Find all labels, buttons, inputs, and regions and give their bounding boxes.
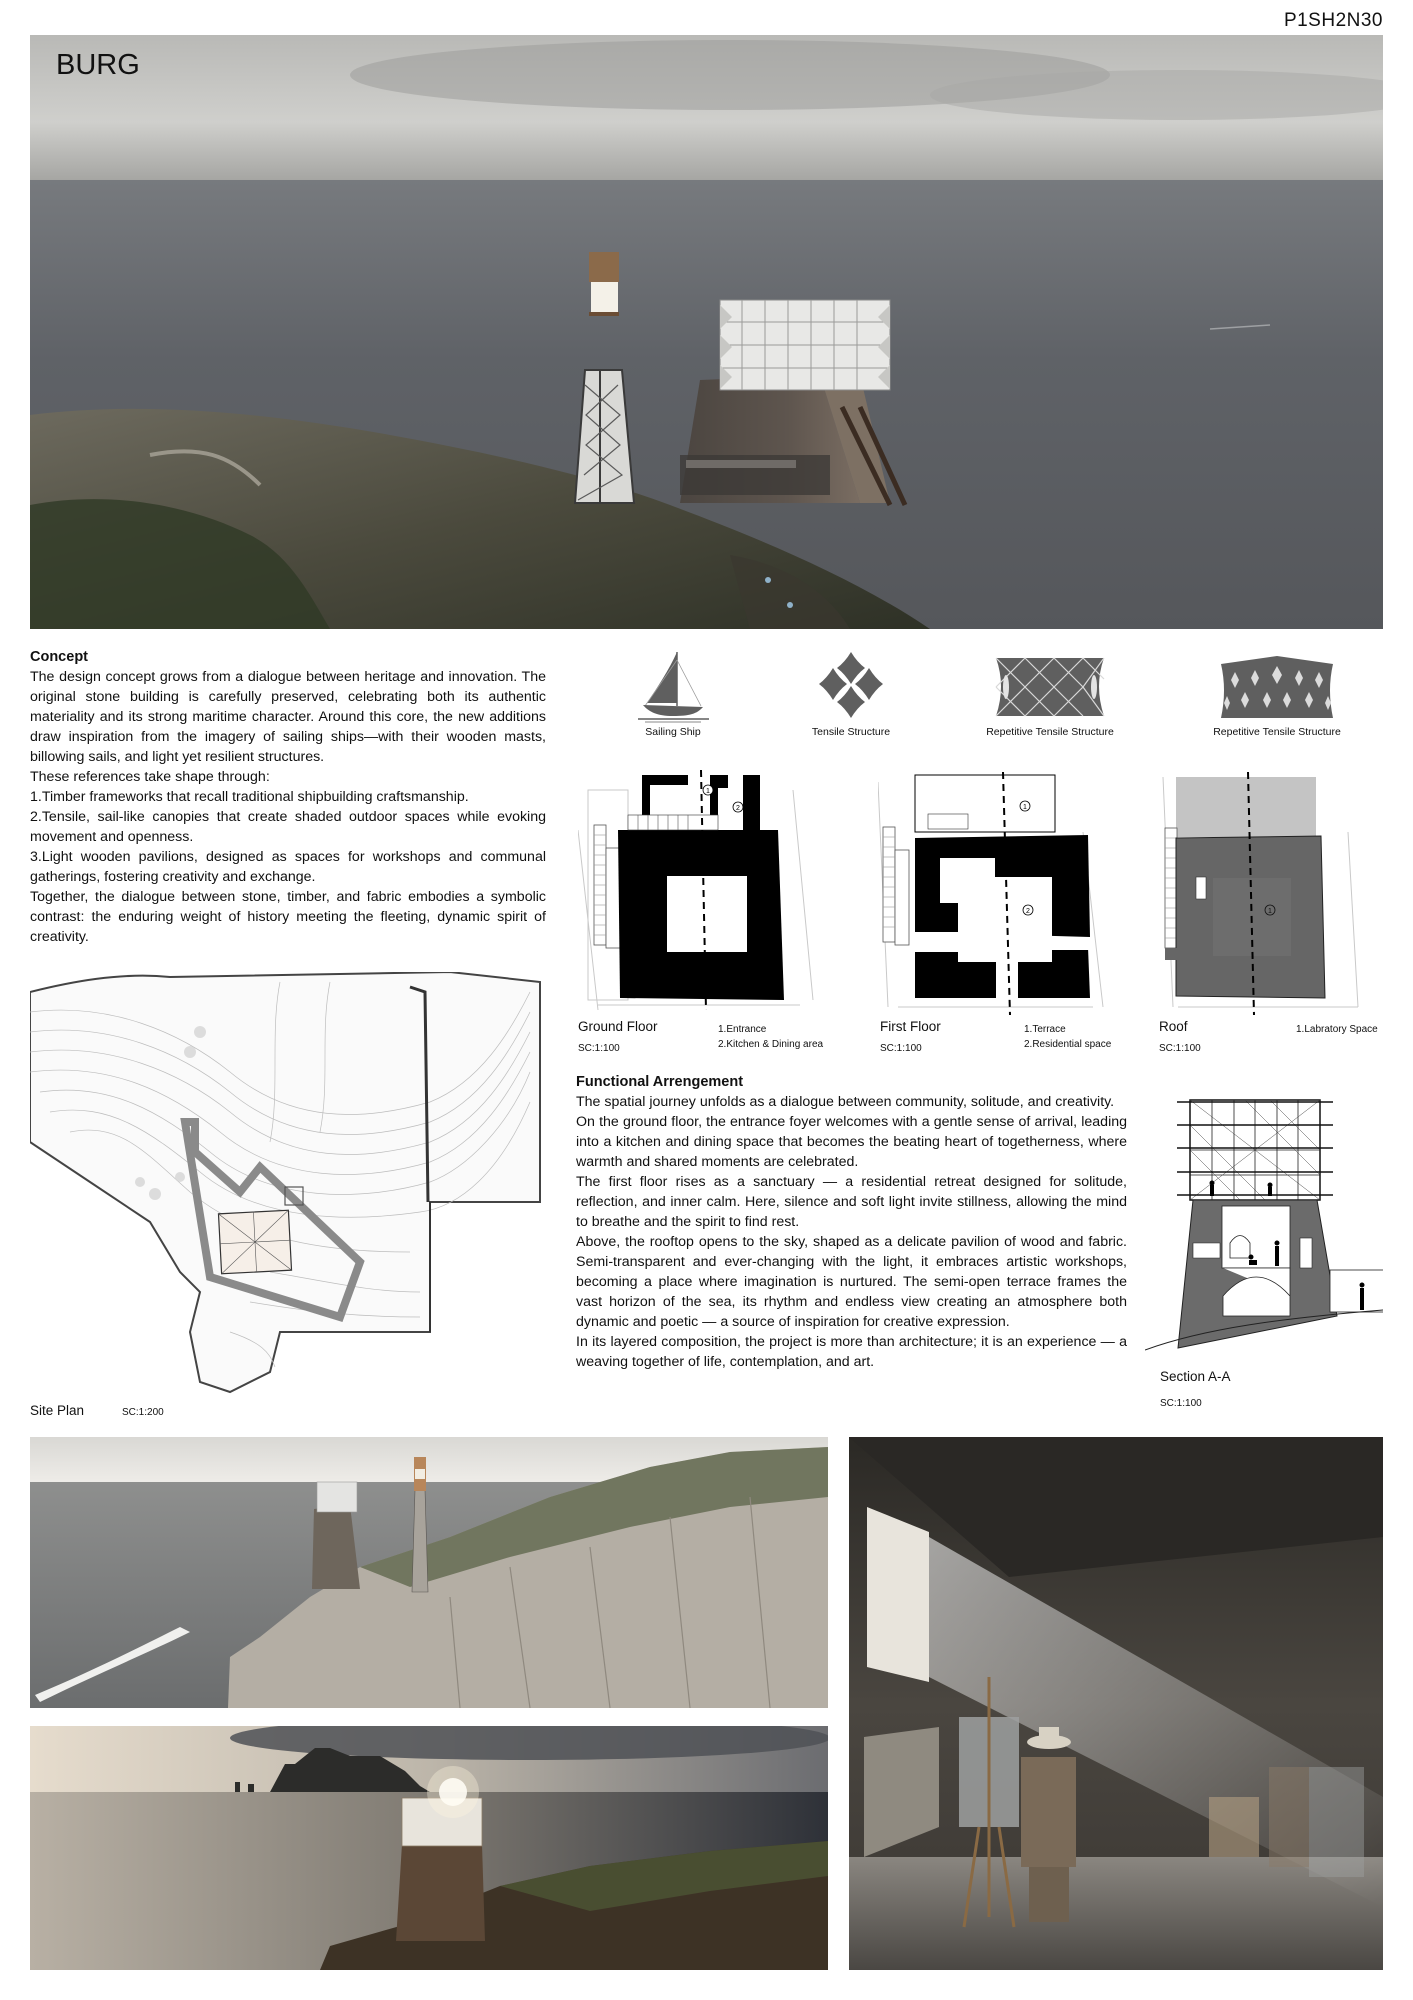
ground-floor-drawing xyxy=(578,770,838,1015)
hero-render-image xyxy=(30,35,1383,629)
legend-item: 2.Residential space xyxy=(1024,1039,1112,1050)
repetitive-tensile-structure-3d-icon xyxy=(1215,648,1340,723)
interior-studio-scene xyxy=(849,1437,1383,1970)
section-title: Section A-A xyxy=(1160,1369,1231,1384)
roof-scale: SC:1:100 xyxy=(1159,1043,1201,1054)
legend-item: 1.Entrance xyxy=(718,1024,767,1035)
concept-list-item: 2.Tensile, sail-like canopies that create shaded outdoor spaces while evoking movement and openness. xyxy=(30,809,546,845)
ground-floor-scale: SC:1:100 xyxy=(578,1043,620,1054)
plan-marker-1: 1 xyxy=(706,788,710,795)
sailing-ship-icon xyxy=(633,648,713,723)
diagram-label: Sailing Ship xyxy=(645,726,701,738)
aerial-cliff-scene xyxy=(30,1437,828,1708)
diagram-label: Tensile Structure xyxy=(811,726,891,738)
render-dusk-lighthouse-image xyxy=(30,1726,828,1970)
first-floor-legend xyxy=(1024,1022,1111,1052)
diagram-label: Repetitive Tensile Structure xyxy=(1213,726,1341,738)
site-plan-scale: SC:1:200 xyxy=(122,1407,164,1418)
site-plan-drawing xyxy=(30,972,550,1402)
ground-floor-title: Ground Floor xyxy=(578,1019,658,1034)
hero-scene xyxy=(30,35,1383,629)
functional-paragraph: On the ground floor, the entrance foyer welcomes with a gentle sense of arrival, leading into a kitchen and dining space that becomes the beating heart of togetherness, where warmth and shared moments are celebrated. xyxy=(576,1114,1127,1170)
diagram-repetitive-tensile-3d xyxy=(1202,648,1352,738)
dusk-lighthouse-scene xyxy=(30,1726,828,1970)
first-floor-title: First Floor xyxy=(880,1019,941,1034)
first-floor-drawing xyxy=(878,772,1118,1015)
legend-item: 1.Labratory Space xyxy=(1296,1024,1378,1035)
concept-section xyxy=(30,648,546,947)
concept-heading: Concept xyxy=(30,649,88,665)
legend-item: 2.Kitchen & Dining area xyxy=(718,1039,824,1050)
plan-marker-1: 1 xyxy=(1268,908,1272,915)
functional-section xyxy=(576,1073,1127,1372)
plan-marker-1: 1 xyxy=(1023,804,1027,811)
section-scale: SC:1:100 xyxy=(1160,1398,1202,1409)
plan-marker-2: 2 xyxy=(1026,908,1030,915)
project-title: BURG xyxy=(56,49,140,81)
concept-paragraph: The design concept grows from a dialogue between heritage and innovation. The original stone building is carefully preserved, celebrating both its authentic materiality and its strong maritime character. Around this core, the new additions draw inspiration from the imagery of sailing ships—with their wooden masts, billowing sails, and light yet resilient structures. xyxy=(30,669,546,765)
diagram-repetitive-tensile xyxy=(975,648,1125,738)
diagram-tensile-structure xyxy=(796,648,906,738)
concept-paragraph: Together, the dialogue between stone, timber, and fabric embodies a symbolic contrast: the enduring weight of history meeting the fleeting, dynamic spirit of creativity. xyxy=(30,889,546,945)
sheet-code: P1SH2N30 xyxy=(1283,10,1383,31)
functional-heading: Functional Arrengement xyxy=(576,1074,744,1090)
concept-list-item: 1.Timber frameworks that recall traditional shipbuilding craftsmanship. xyxy=(30,789,469,805)
diagram-sailing-ship xyxy=(628,648,718,738)
roof-title: Roof xyxy=(1159,1019,1188,1034)
first-floor-scale: SC:1:100 xyxy=(880,1043,922,1054)
first-floor-plan xyxy=(878,772,1118,1015)
site-plan-title: Site Plan xyxy=(30,1403,85,1418)
ground-floor-plan xyxy=(578,770,838,1015)
render-aerial-cliff-image xyxy=(30,1437,828,1708)
section-drawing xyxy=(1145,1088,1383,1358)
tensile-structure-icon xyxy=(811,648,891,723)
functional-paragraph: In its layered composition, the project is more than architecture; it is an experience — a weaving together of life, contemplation, and art. xyxy=(576,1334,1127,1370)
concept-list-item: 3.Light wooden pavilions, designed as spaces for workshops and communal gatherings, fostering creativity and exchange. xyxy=(30,849,546,885)
functional-paragraph: Above, the rooftop opens to the sky, shaped as a delicate pavilion of wood and fabric. Semi-transparent and ever-changing with the light, it embraces artistic workshops, becoming a place where imagination is nurtured. The semi-open terrace frames the vast horizon of the sea, its rhythm and endless view creating an atmosphere both dynamic and poetic — a source of inspiration for creative expression. xyxy=(576,1234,1127,1330)
plan-marker-2: 2 xyxy=(736,805,740,812)
roof-plan xyxy=(1158,772,1383,1015)
section-a-a xyxy=(1145,1088,1383,1358)
site-plan xyxy=(30,972,550,1402)
repetitive-tensile-structure-icon xyxy=(990,648,1110,723)
ground-floor-legend xyxy=(718,1022,823,1052)
legend-item: 1.Terrace xyxy=(1024,1024,1066,1035)
functional-paragraph: The first floor rises as a sanctuary — a residential retreat designed for solitude, reflection, and inner calm. Here, silence and soft light invite stillness, allowing the mind to breathe and the spirit to find rest. xyxy=(576,1174,1127,1230)
concept-paragraph: These references take shape through: xyxy=(30,769,270,785)
functional-paragraph: The spatial journey unfolds as a dialogue between community, solitude, and creativity. xyxy=(576,1094,1115,1110)
render-interior-studio-image xyxy=(849,1437,1383,1970)
roof-legend xyxy=(1296,1022,1378,1037)
diagram-label: Repetitive Tensile Structure xyxy=(986,726,1114,738)
roof-drawing xyxy=(1158,772,1383,1015)
